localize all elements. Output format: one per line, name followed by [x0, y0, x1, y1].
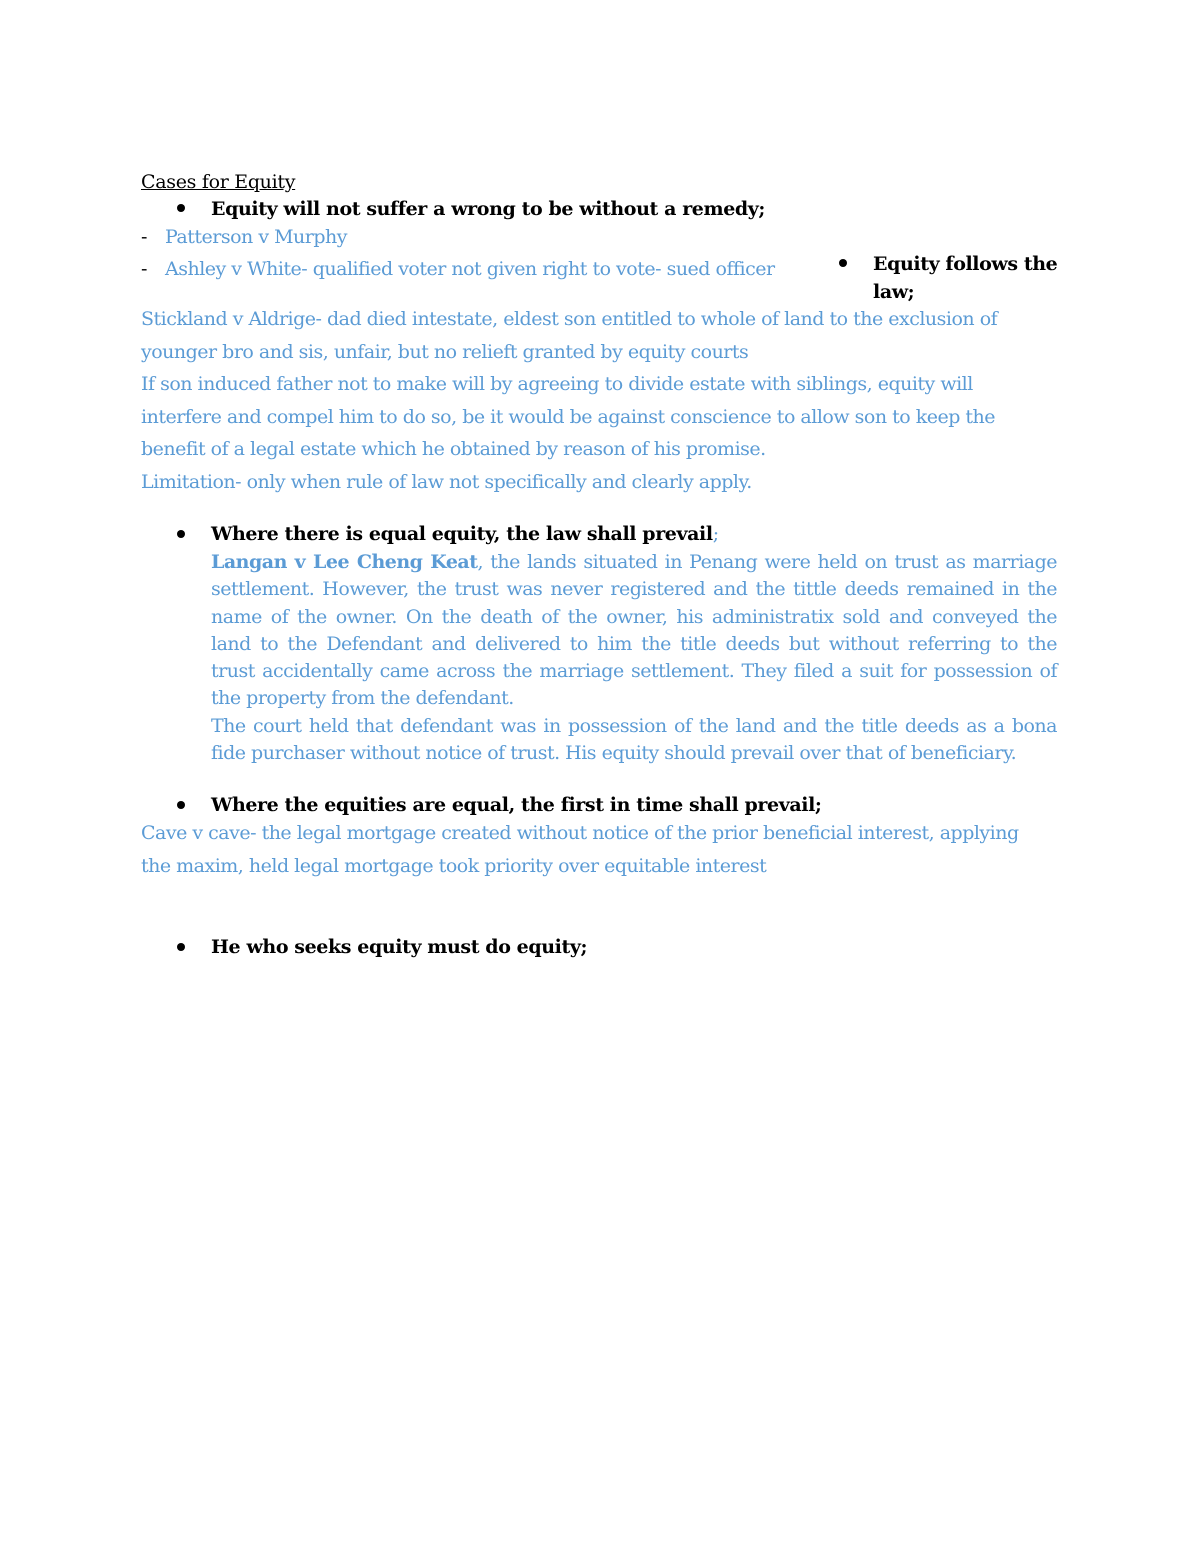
paragraph-line: trust accidentally came across the marriage settlement. They filed a suit for possession of [211, 660, 1057, 683]
cave-case-body [141, 817, 1061, 882]
dash-marker: - [141, 226, 148, 248]
section-heading-text: Where there is equal equity, the law shall prevail [211, 523, 713, 545]
paragraph-line: benefit of a legal estate which he obtained by reason of his promise. [141, 438, 766, 461]
langan-case-body [211, 549, 1057, 767]
document-title: Cases for Equity [141, 171, 296, 193]
paragraph-line: fide purchaser without notice of trust. His equity should prevail over that of beneficiary. [211, 742, 1017, 765]
paragraph-line: land to the Defendant and delivered to him the title deeds but without referring to the [211, 632, 1057, 655]
paragraph-line [211, 549, 1057, 576]
paragraph-line: interfere and compel him to do so, be it would be against conscience to allow son to keep the [141, 405, 996, 428]
bullet-icon [177, 204, 185, 212]
paragraph-line: name of the owner. On the death of the owner, his administratix sold and conveyed the [211, 605, 1057, 628]
heading-suffix: ; [712, 523, 719, 545]
paragraph-line: Stickland v Aldrige- dad died intestate, eldest son entitled to whole of land to the exclusion of [141, 308, 998, 330]
case-item-ashley: Ashley v White- qualified voter not given right to vote- sued officer [165, 258, 775, 280]
follows-law-body [141, 303, 1041, 499]
paragraph-line: the property from the defendant. [211, 687, 514, 710]
section-heading-follows-law-line1: Equity follows the [873, 253, 1058, 275]
paragraph-line: Limitation- only when rule of law not specifically and clearly apply. [141, 470, 752, 493]
section-heading-first-in-time: Where the equities are equal, the first in time shall prevail; [211, 794, 822, 816]
paragraph-line: younger bro and sis, unfair, but no relieft granted by equity courts [141, 340, 749, 363]
section-heading-equal-equity [211, 523, 719, 545]
paragraph-line: The court held that defendant was in possession of the land and the title deeds as a bona [211, 714, 1057, 737]
section-heading-follows-law-line2: law; [873, 281, 915, 303]
paragraph-line: Cave v cave- the legal mortgage created without notice of the prior beneficial interest, applying [141, 822, 1019, 844]
paragraph-line: If son induced father not to make will by agreeing to divide estate with siblings, equity will [141, 373, 973, 396]
dash-marker: - [141, 258, 148, 280]
section-heading-seeks-equity: He who seeks equity must do equity; [211, 936, 588, 958]
case-name-langan: Langan v Lee Cheng Keat [211, 551, 478, 573]
bullet-icon [839, 259, 847, 267]
bullet-icon [177, 530, 185, 538]
case-item-patterson: Patterson v Murphy [165, 226, 348, 248]
paragraph-line: the maxim, held legal mortgage took priority over equitable interest [141, 854, 767, 877]
paragraph-text: , the lands situated in Penang were held on trust as marriage [477, 551, 1058, 573]
bullet-icon [177, 943, 185, 951]
section-heading-remedy: Equity will not suffer a wrong to be without a remedy; [211, 198, 766, 220]
paragraph-line: settlement. However, the trust was never registered and the tittle deeds remained in the [211, 578, 1057, 601]
bullet-icon [177, 801, 185, 809]
